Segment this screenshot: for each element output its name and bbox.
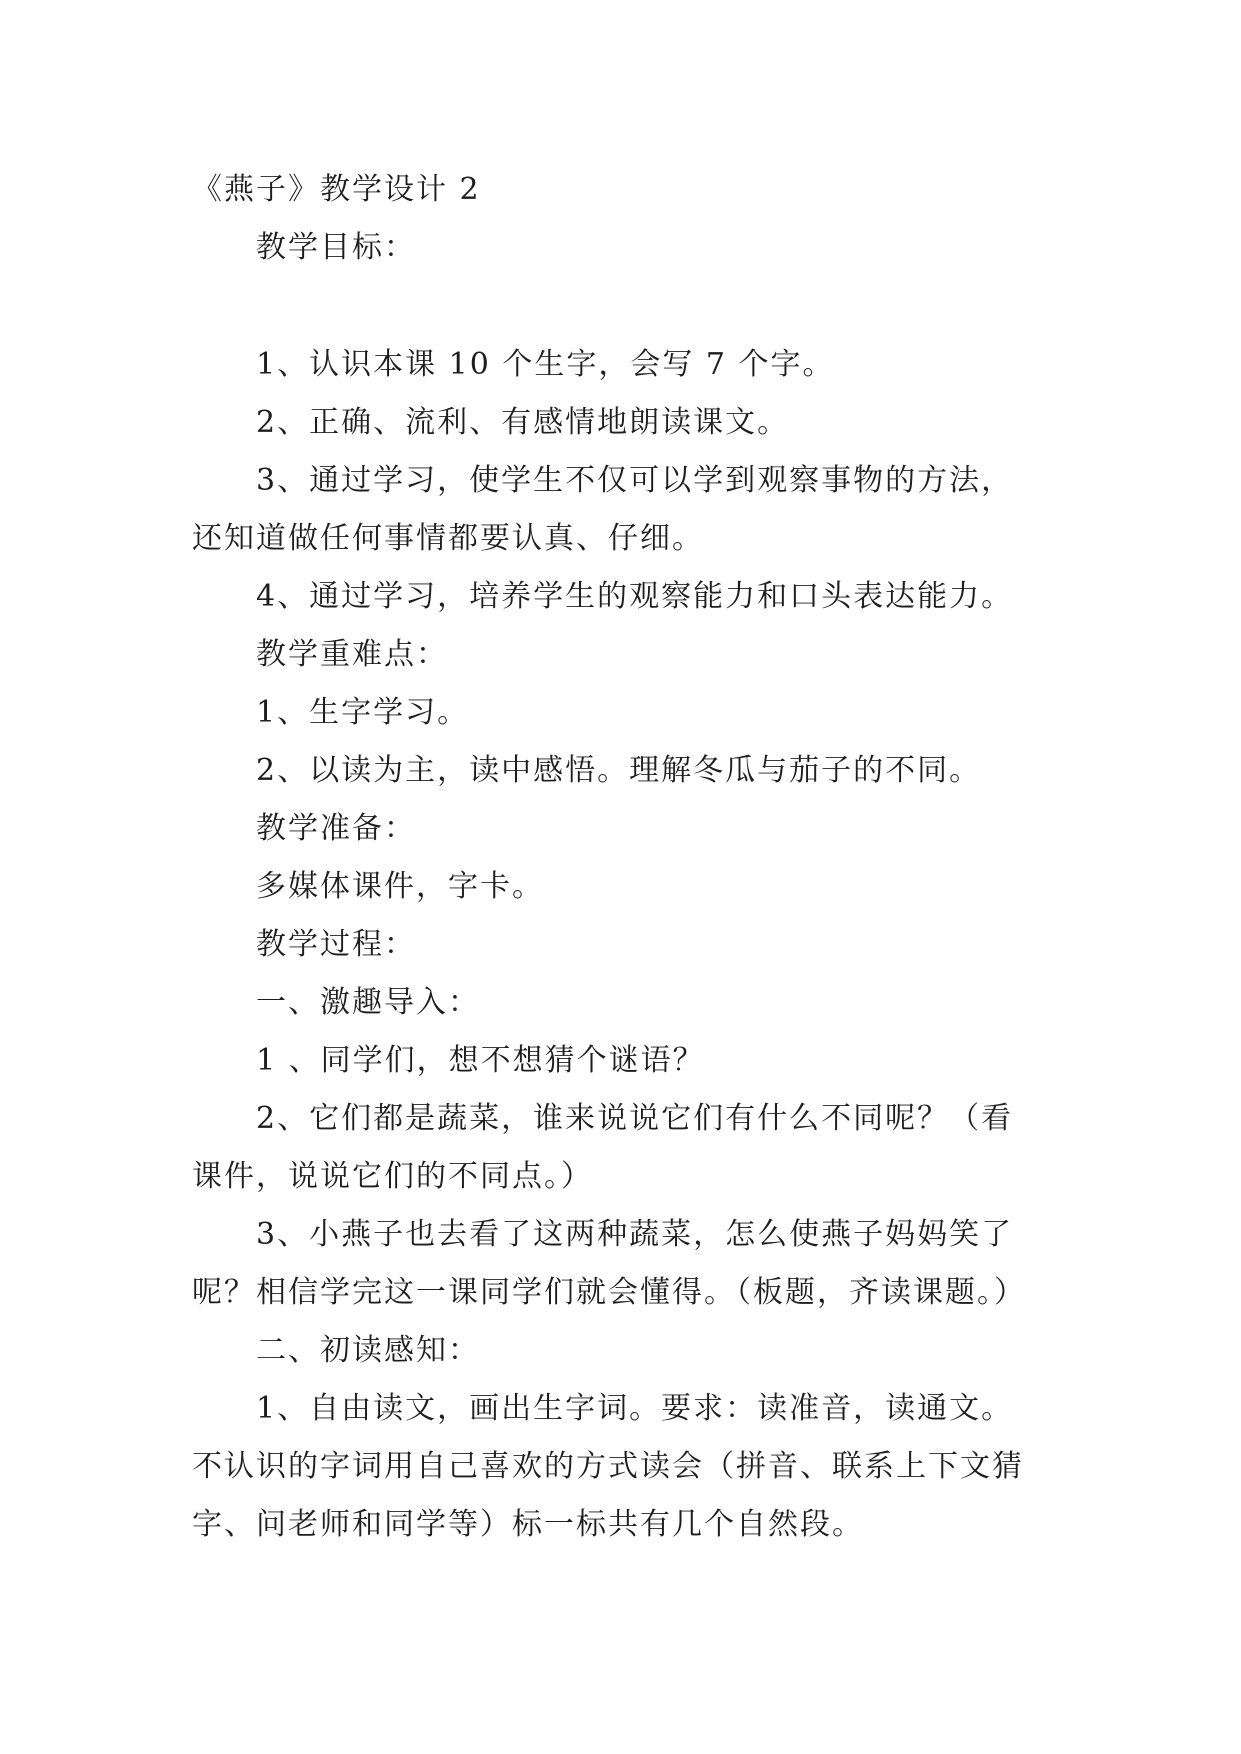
heading-process: 教学过程： [256,927,416,962]
heading-teaching-goals: 教学目标： [256,230,416,265]
paragraph-line: 4、通过学习，培养学生的观察能力和口头表达能力。 [256,579,1014,614]
doc-title: 《燕子》教学设计 2 [192,172,481,207]
paragraph-line: 2、以读为主，读中感悟。理解冬瓜与茄子的不同。 [256,753,982,788]
paragraph-line: 3、通过学习，使学生不仅可以学到观察事物的方法， [256,463,1014,498]
paragraph-line: 课件，说说它们的不同点。） [192,1159,593,1194]
paragraph-line: 字、问老师和同学等）标一标共有几个自然段。 [192,1507,864,1542]
paragraph-line: 不认识的字词用自己喜欢的方式读会（拼音、联系上下文猜 [192,1449,1024,1484]
paragraph-line: 1 、同学们，想不想猜个谜语？ [256,1043,705,1078]
section-heading: 一、激趣导入： [256,985,480,1020]
paragraph-line: 2、正确、流利、有感情地朗读课文。 [256,405,790,440]
paragraph-line: 呢？相信学完这一课同学们就会懂得。（板题，齐读课题。） [192,1275,1026,1310]
paragraph-line: 1、自由读文，画出生字词。要求：读准音，读通文。 [256,1391,1014,1426]
paragraph-line: 多媒体课件，字卡。 [256,869,544,904]
heading-preparation: 教学准备： [256,811,416,846]
paragraph-line: 1、生字学习。 [256,695,470,730]
section-heading: 二、初读感知： [256,1333,480,1368]
heading-key-points: 教学重难点： [256,637,448,672]
paragraph-line: 还知道做任何事情都要认真、仔细。 [192,521,704,556]
paragraph-line: 1、认识本课 10 个生字，会写 7 个字。 [256,347,835,382]
paragraph-line: 2、它们都是蔬菜，谁来说说它们有什么不同呢？（看 [256,1101,1014,1136]
paragraph-line: 3、小燕子也去看了这两种蔬菜，怎么使燕子妈妈笑了 [256,1217,1014,1252]
